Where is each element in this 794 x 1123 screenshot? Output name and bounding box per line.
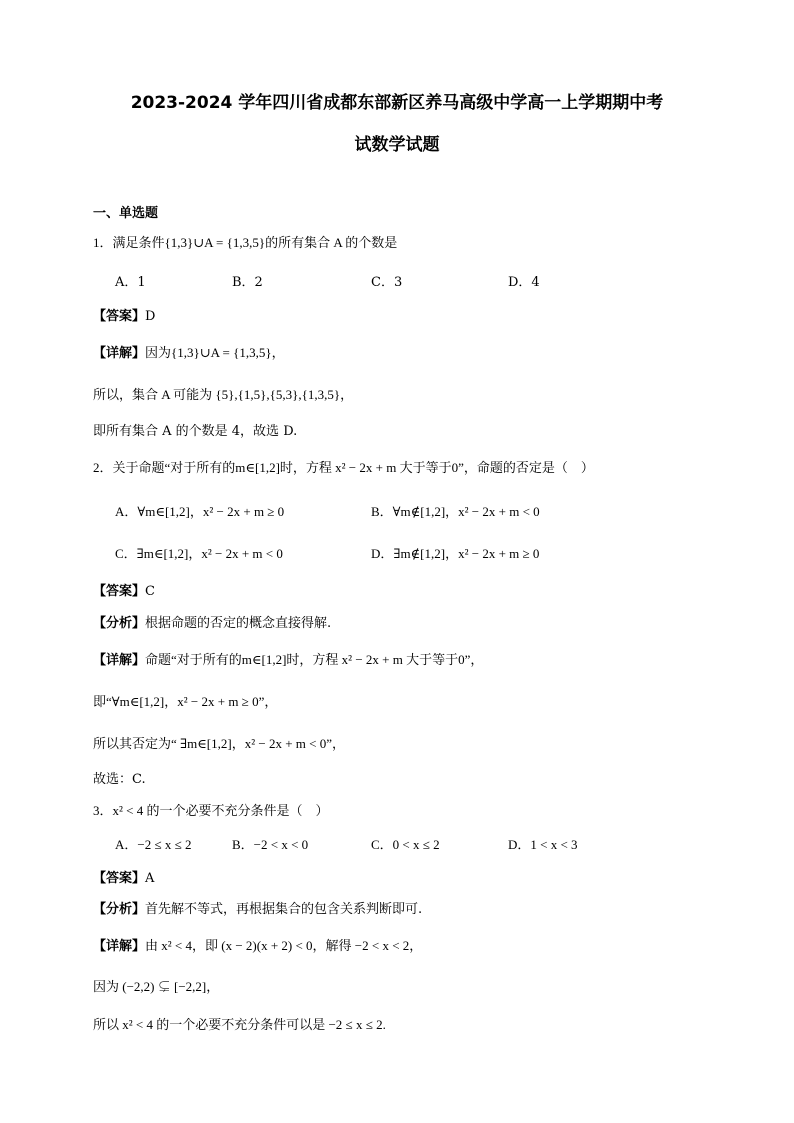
section-heading: 一、单选题 <box>93 206 159 221</box>
q2-answer-row <box>93 583 155 601</box>
q1-option-c: C．3 <box>371 275 403 290</box>
q3-detail-row <box>93 937 422 956</box>
answer-value: A <box>145 871 155 886</box>
q1-detail-row <box>93 344 285 363</box>
analysis-tag: 【分析】 <box>93 902 146 917</box>
analysis-text: 首先解不等式，再根据集合的包含关系判断即可. <box>145 902 423 917</box>
answer-tag: 【答案】 <box>93 584 146 599</box>
document-title-line2: 试数学试题 <box>354 135 440 155</box>
answer-tag: 【答案】 <box>93 309 146 324</box>
q3-option-a: A．−2 ≤ x ≤ 2 <box>115 837 192 852</box>
detail-text: 因为{1,3}∪A = {1,3,5}， <box>145 345 285 360</box>
q2-option-c: C．∃m∈[1,2]，x² − 2x + m < 0 <box>115 546 283 561</box>
detail-tag: 【详解】 <box>93 346 146 361</box>
question-2-stem: 2．关于命题“对于所有的m∈[1,2]时，方程 x² − 2x + m 大于等于0”，命题的否定是（ ） <box>93 460 594 475</box>
q1-detail-line-3: 即所有集合 A 的个数是 4，故选 D. <box>93 424 298 439</box>
q3-answer-row <box>93 870 154 888</box>
q3-analysis-row <box>93 901 422 919</box>
q2-option-a: A．∀m∈[1,2]，x² − 2x + m ≥ 0 <box>115 504 285 519</box>
q1-option-d: D．4 <box>508 275 540 290</box>
q1-answer-row <box>93 308 155 326</box>
answer-tag: 【答案】 <box>93 871 146 886</box>
answer-value: C <box>145 584 155 599</box>
question-3-stem: 3．x² < 4 的一个必要不充分条件是（ ） <box>93 803 329 818</box>
q3-detail-line-3: 所以 x² < 4 的一个必要不充分条件可以是 −2 ≤ x ≤ 2. <box>93 1017 386 1032</box>
q2-detail-row <box>93 651 483 670</box>
q1-option-a: A．1 <box>115 275 146 290</box>
q2-detail-line-3: 所以其否定为“ ∃m∈[1,2]，x² − 2x + m < 0”， <box>93 736 345 751</box>
document-title-line1: 2023-2024 学年四川省成都东部新区养马高级中学高一上学期期中考 <box>130 93 664 113</box>
q3-detail-line-2: 因为 (−2,2) ⊊ [−2,2]， <box>93 979 220 994</box>
q3-option-b: B．−2 < x < 0 <box>232 837 309 852</box>
question-1-stem: 1．满足条件{1,3}∪A = {1,3,5}的所有集合 A 的个数是 <box>93 235 398 250</box>
q2-option-b: B．∀m∉[1,2]，x² − 2x + m < 0 <box>371 504 540 519</box>
answer-value: D <box>145 309 156 324</box>
q2-detail-line-4: 故选：C. <box>93 772 146 787</box>
q1-option-b: B．2 <box>232 275 263 290</box>
q3-option-c: C．0 < x ≤ 2 <box>371 837 440 852</box>
detail-text: 命题“对于所有的m∈[1,2]时，方程 x² − 2x + m 大于等于0”， <box>145 652 484 667</box>
q2-detail-line-2: 即“∀m∈[1,2]，x² − 2x + m ≥ 0”， <box>93 694 278 709</box>
analysis-text: 根据命题的否定的概念直接得解. <box>145 616 332 631</box>
q2-analysis-row <box>93 615 331 633</box>
q1-detail-line-2: 所以，集合 A 可能为 {5},{1,5},{5,3},{1,3,5}， <box>93 387 354 402</box>
analysis-tag: 【分析】 <box>93 616 146 631</box>
detail-tag: 【详解】 <box>93 653 146 668</box>
detail-text: 由 x² < 4，即 (x − 2)(x + 2) < 0，解得 −2 < x < 2， <box>145 938 423 953</box>
q3-option-d: D．1 < x < 3 <box>508 837 578 852</box>
q2-option-d: D．∃m∉[1,2]，x² − 2x + m ≥ 0 <box>371 546 540 561</box>
detail-tag: 【详解】 <box>93 939 146 954</box>
